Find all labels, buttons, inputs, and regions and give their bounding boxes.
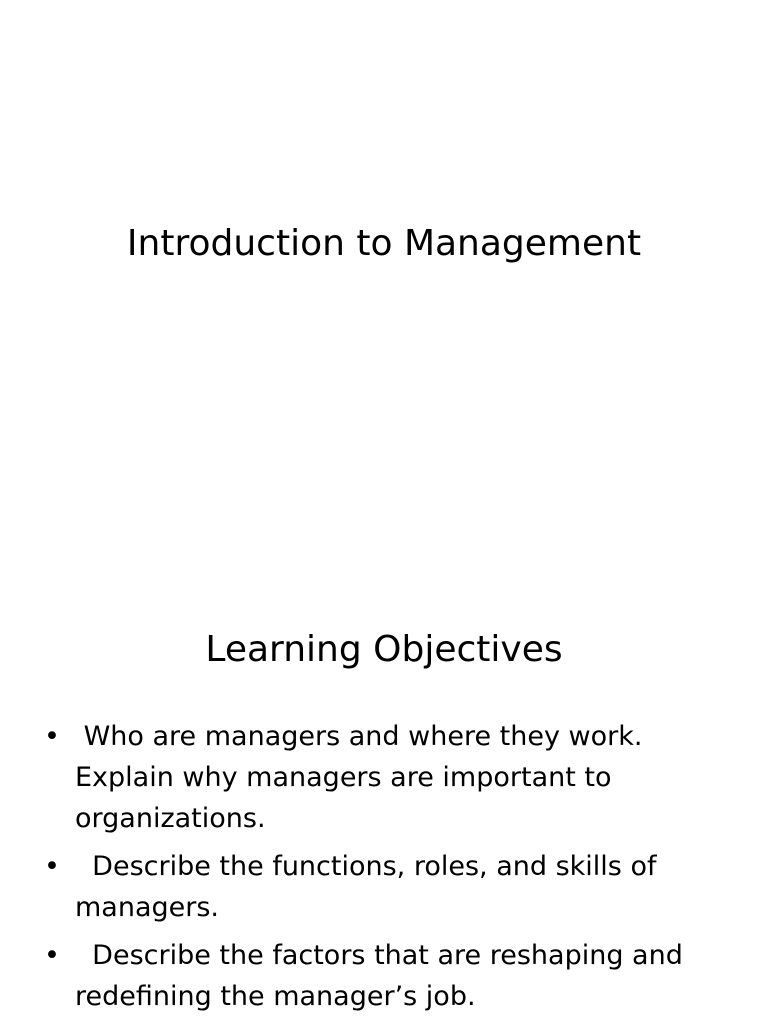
- objective-text-1: Who are managers and where they work. Explain why managers are important to organizations.: [75, 721, 652, 834]
- bullet-icon: •: [44, 851, 60, 882]
- objective-item-3: [40, 935, 720, 1017]
- learning-objectives-heading: Learning Objectives: [205, 629, 563, 670]
- slide-title: Introduction to Management: [126, 223, 642, 264]
- objective-item-2: [40, 846, 720, 928]
- objective-text-2: Describe the functions, roles, and skills of managers.: [75, 851, 666, 923]
- objective-text-3: Describe the factors that are reshaping and redefining the manager’s job.: [75, 940, 692, 1012]
- objective-item-1: [40, 716, 720, 839]
- bullet-icon: •: [44, 940, 60, 971]
- bullet-icon: •: [44, 721, 60, 752]
- objectives-list: [40, 716, 720, 1024]
